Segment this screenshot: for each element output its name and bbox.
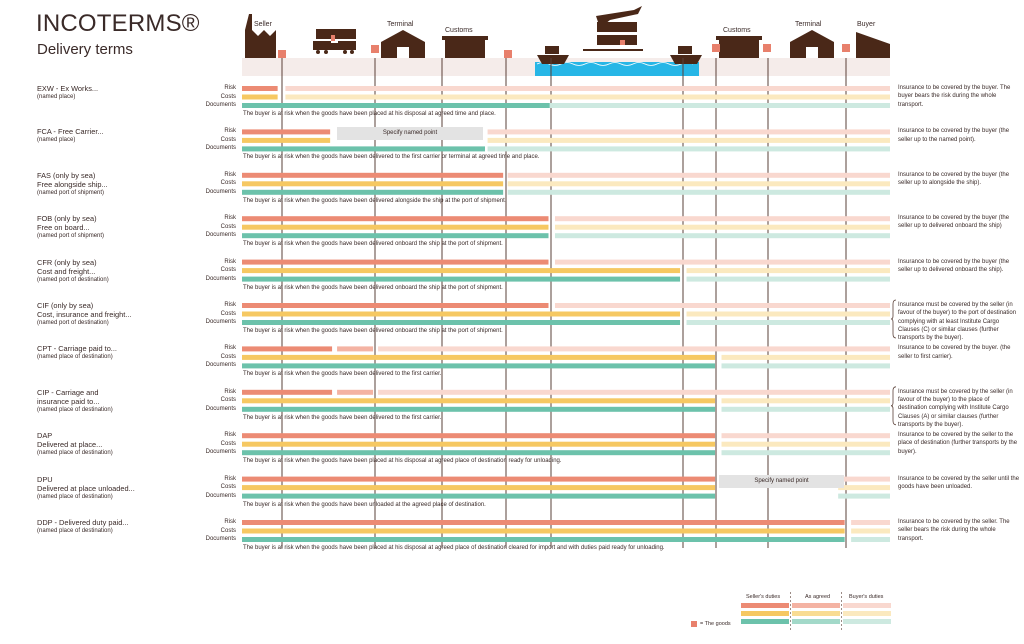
legend-swatch-buyers-duties (843, 611, 891, 616)
seller-duty-bar (242, 138, 330, 143)
buyer-duty-bar (550, 103, 890, 108)
term-name-line: insurance paid to... (37, 396, 100, 406)
customs-destination-roof-icon (716, 36, 762, 40)
term-place-qualifier: (named place of destination) (37, 450, 113, 457)
buyer-duty-bar (838, 485, 890, 490)
buyer-duty-bar (838, 477, 890, 482)
insurance-note: Insurance to be covered by the seller to the place of destination (further transports by the buyer). (898, 432, 1018, 455)
term-name-line: CFR (only by sea) (37, 257, 97, 267)
buyer-duty-bar (838, 494, 890, 499)
seller-duty-bar (242, 233, 549, 238)
term-name-line: CIF (only by sea) (37, 301, 94, 310)
term-name-line: FOB (only by sea) (37, 214, 97, 224)
term-name-line: DAP (37, 431, 53, 441)
seller-duty-bar (242, 216, 549, 221)
row-label-costs: Costs (220, 180, 236, 187)
buyer-duty-bar (722, 450, 890, 455)
seller-duty-bar (242, 355, 715, 360)
seller-duty-bar (242, 407, 715, 412)
risk-transfer-note: The buyer is at risk when the goods have been delivered to the first carrier or terminal at agreed time and place. (243, 154, 540, 161)
seller-duty-bar (242, 181, 503, 186)
insurance-note: Insurance to be covered by the buyer (the seller up to alongside the ship). (898, 171, 1010, 187)
buyer-duty-bar (851, 520, 890, 525)
legend-swatch-buyers-duties (843, 619, 891, 624)
term-place-qualifier: (named place of destination) (37, 528, 113, 534)
goods-icon (842, 44, 850, 52)
term-name-line: Free alongside ship... (37, 179, 108, 189)
terminal-origin-door-icon (397, 47, 409, 58)
row-label-risk: Risk (224, 171, 236, 178)
row-label-costs: Costs (220, 397, 236, 404)
risk-transfer-note: The buyer is at risk when the goods have been delivered to the first carrier. (243, 414, 442, 421)
seller-duty-bar (242, 260, 549, 265)
seller-duty-bar (242, 363, 715, 368)
goods-icon (371, 45, 379, 53)
terminal-destination-door-icon (806, 47, 818, 58)
seller-duty-bar (242, 146, 485, 151)
term-name-line: DPU (37, 474, 53, 484)
buyer-duty-bar (722, 355, 890, 360)
buyer-duty-bar (851, 537, 890, 542)
row-label-documents: Documents (205, 188, 236, 195)
seller-duty-bar (242, 520, 845, 525)
buyer-duty-bar (722, 433, 890, 438)
risk-transfer-note: The buyer is at risk when the goods have been delivered onboard the ship at the port of shipment. (243, 284, 503, 291)
term-name-line: Cost and freight... (37, 266, 96, 276)
legend-label-buyers-duties: Buyer's duties (849, 594, 884, 600)
row-label-costs: Costs (220, 267, 236, 274)
buyer-duty-bar (285, 86, 890, 91)
ship-origin-cabin-icon (545, 46, 559, 54)
stage-label-terminal-destination: Terminal (795, 21, 822, 28)
seller-duty-bar (242, 173, 503, 178)
insurance-note: Insurance to be covered by the buyer (the seller up to delivered onboard the ship). (898, 258, 1010, 273)
row-label-risk: Risk (224, 432, 236, 439)
term-place-qualifier: (named place) (37, 137, 76, 144)
sea-water-icon (535, 62, 699, 76)
row-label-documents: Documents (205, 449, 236, 456)
buyer-duty-bar (722, 398, 890, 403)
ship-origin-icon (537, 55, 569, 64)
stage-label-terminal-origin: Terminal (387, 21, 414, 28)
row-label-documents: Documents (205, 362, 236, 369)
buyer-duty-bar (687, 268, 890, 273)
insurance-brace-icon (891, 387, 896, 425)
as-agreed-bar (337, 390, 373, 395)
legend-swatch-sellers-duties (741, 611, 789, 616)
customs-origin-roof-icon (442, 36, 488, 40)
buyer-duty-bar (722, 363, 890, 368)
truck-icon (313, 29, 356, 54)
buyer-duty-bar (555, 303, 890, 308)
buyer-duty-bar (687, 320, 890, 325)
row-label-risk: Risk (224, 215, 236, 222)
row-label-risk: Risk (224, 345, 236, 352)
term-name-line: FCA - Free Carrier... (37, 127, 104, 137)
row-label-costs: Costs (220, 440, 236, 447)
truck-icon-body (313, 41, 331, 50)
seller-duty-bar (242, 95, 278, 100)
train-icon-body (316, 29, 356, 39)
term-name-line: Cost, insurance and freight... (37, 310, 132, 319)
goods-icon (620, 40, 625, 45)
goods-icon (712, 44, 720, 52)
truck-icon-cab (331, 43, 338, 50)
term-place-qualifier: (named port of shipment) (37, 189, 105, 196)
stage-label-customs-origin: Customs (445, 27, 473, 34)
buyer-duty-bar (378, 390, 890, 395)
seller-duty-bar (242, 268, 680, 273)
insurance-note: Insurance must be covered by the seller (in favour of the buyer) to the place of destination complying with Institute Cargo Clauses (A) or similar clauses (further transports by the buyer). (898, 388, 1013, 428)
term-name-line: CIP - Carriage and (37, 387, 99, 397)
seller-duty-bar (242, 190, 503, 195)
buyer-duty-bar (851, 529, 890, 534)
ship-destination-icon (670, 55, 702, 64)
customs-origin-icon (445, 38, 485, 58)
legend-label-sellers-duties: Seller's duties (746, 594, 781, 600)
legend-swatch-as-agreed (792, 619, 840, 624)
row-label-documents: Documents (205, 232, 236, 239)
seller-duty-bar (242, 537, 845, 542)
risk-transfer-note: The buyer is at risk when the goods have been placed at his disposal at agreed time and place. (243, 111, 496, 117)
buyer-duty-bar (285, 95, 890, 100)
risk-transfer-note: The buyer is at risk when the goods have been unloaded at the agreed place of destination. (243, 501, 486, 508)
seller-duty-bar (242, 320, 680, 325)
stage-label-seller: Seller (254, 21, 272, 28)
seller-duty-bar (242, 346, 332, 351)
term-name-line: CPT - Carriage paid to... (37, 344, 117, 354)
as-agreed-bar (337, 346, 373, 351)
seller-duty-bar (242, 103, 550, 108)
stage-label-customs-destination: Customs (723, 27, 751, 34)
insurance-note: Insurance to be covered by the buyer (the seller up to delivered onboard the ship) (898, 215, 1010, 230)
seller-duty-bar (242, 277, 680, 282)
legend-swatch-as-agreed (792, 611, 840, 616)
legend-swatch-as-agreed (792, 603, 840, 608)
goods-icon (278, 50, 286, 58)
term-place-qualifier: (named port of destination) (37, 276, 109, 283)
insurance-note: Insurance to be covered by the seller. The seller bears the risk during the whole transport. (898, 519, 1010, 542)
train-cargo-icon (597, 22, 637, 32)
risk-transfer-note: The buyer is at risk when the goods have been delivered alongside the ship at the port of shipment. (243, 197, 507, 204)
row-label-risk: Risk (224, 128, 236, 135)
ship-destination-cabin-icon (678, 46, 692, 54)
seller-duty-bar (242, 494, 715, 499)
row-label-costs: Costs (220, 484, 236, 491)
truck-icon-wheel (316, 50, 320, 54)
legend-swatch-sellers-duties (741, 603, 789, 608)
row-label-documents: Documents (205, 145, 236, 152)
term-name-line: Delivered at place... (37, 440, 103, 450)
term-name-line: DDP - Delivered duty paid... (37, 518, 129, 527)
buyer-duty-bar (508, 173, 890, 178)
specify-named-point-box: Specify named point (337, 127, 483, 140)
insurance-note: Insurance to be covered by the buyer. (the seller to first carrier). (898, 345, 1011, 360)
row-label-risk: Risk (224, 388, 236, 395)
row-label-risk: Risk (224, 519, 236, 525)
term-name-line: Delivered at place unloaded... (37, 483, 135, 493)
buyer-duty-bar (722, 407, 890, 412)
row-label-risk: Risk (224, 475, 236, 482)
row-label-documents: Documents (205, 102, 236, 108)
truck-icon-wheel (343, 50, 347, 54)
risk-transfer-note: The buyer is at risk when the goods have been placed at his disposal at agreed place of destination cleared for import and with duties paid ready for unloading. (243, 545, 665, 551)
insurance-note: Insurance to be covered by the buyer. The buyer bears the risk during the whole transport. (898, 85, 1011, 108)
legend-swatch-sellers-duties (741, 619, 789, 624)
truck-icon-wheel (324, 50, 328, 54)
seller-duty-bar (242, 312, 680, 317)
term-place-qualifier: (named place) (37, 94, 76, 100)
buyer-duty-bar (488, 138, 890, 143)
row-label-costs: Costs (220, 310, 236, 317)
insurance-note: Insurance must be covered by the seller (in favour of the buyer) to the port of destination complying with at least Institute Cargo Clauses (C) or similar clauses (further transports by the buyer). (898, 302, 1017, 342)
row-label-documents: Documents (205, 275, 236, 282)
term-name-line: FAS (only by sea) (37, 170, 96, 180)
seller-duty-bar (242, 433, 715, 438)
row-label-costs: Costs (220, 136, 236, 143)
customs-destination-icon (719, 38, 759, 58)
buyer-duty-bar (687, 312, 890, 317)
seller-duty-bar (242, 529, 845, 534)
buyer-duty-bar (555, 233, 890, 238)
risk-transfer-note: The buyer is at risk when the goods have been delivered to the first carrier. (243, 371, 442, 378)
rail-track-icon (583, 49, 643, 51)
seller-duty-bar (242, 442, 715, 447)
term-name-line: Free on board... (37, 223, 90, 233)
legend-swatch-buyers-duties (843, 603, 891, 608)
term-place-qualifier: (named place of destination) (37, 493, 113, 500)
row-label-costs: Costs (220, 93, 236, 100)
seller-duty-bar (242, 450, 715, 455)
buyer-duty-bar (555, 260, 890, 265)
row-label-risk: Risk (224, 85, 236, 91)
risk-transfer-note: The buyer is at risk when the goods have been placed at his disposal at agreed place of destination ready for unloading. (243, 458, 562, 465)
seller-duty-bar (242, 225, 549, 230)
term-place-qualifier: (named place of destination) (37, 354, 113, 361)
train-cargo-icon-2 (597, 35, 637, 45)
risk-transfer-note: The buyer is at risk when the goods have been delivered onboard the ship at the port of shipment. (243, 328, 503, 334)
term-name-line: EXW - Ex Works... (37, 84, 99, 93)
risk-transfer-note: The buyer is at risk when the goods have been delivered onboard the ship at the port of shipment. (243, 241, 503, 248)
buyer-duty-bar (687, 277, 890, 282)
row-label-costs: Costs (220, 223, 236, 230)
legend-label-goods: = The goods (700, 621, 731, 627)
term-place-qualifier: (named port of destination) (37, 320, 109, 326)
page-title: INCOTERMS® (36, 10, 200, 37)
truck-icon-wheel (350, 50, 354, 54)
buyer-duty-bar (555, 225, 890, 230)
seller-duty-bar (242, 390, 332, 395)
buyer-duty-bar (508, 190, 890, 195)
legend-label-as-agreed: As agreed (805, 594, 831, 600)
goods-icon (763, 44, 771, 52)
buyer-warehouse-icon (856, 32, 890, 58)
row-label-costs: Costs (220, 527, 236, 534)
term-place-qualifier: (named place of destination) (37, 406, 113, 413)
seller-duty-bar (242, 86, 278, 91)
buyer-duty-bar (488, 129, 890, 134)
row-label-documents: Documents (205, 405, 236, 412)
row-label-risk: Risk (224, 258, 236, 265)
truck-icon-body-2 (338, 41, 356, 50)
goods-icon (504, 50, 512, 58)
seller-duty-bar (242, 485, 715, 490)
insurance-brace-icon (891, 300, 896, 338)
buyer-duty-bar (508, 181, 890, 186)
stage-label-buyer: Buyer (857, 21, 876, 28)
term-place-qualifier: (named port of shipment) (37, 233, 105, 240)
row-label-risk: Risk (224, 302, 236, 308)
row-label-documents: Documents (205, 536, 236, 542)
seller-duty-bar (242, 398, 715, 403)
legend-goods-icon (691, 621, 697, 627)
row-label-costs: Costs (220, 353, 236, 360)
buyer-duty-bar (488, 146, 890, 151)
insurance-note: Insurance to be covered by the buyer (the seller up to the named point). (898, 128, 1010, 143)
seller-duty-bar (242, 129, 330, 134)
row-label-documents: Documents (205, 319, 236, 325)
buyer-duty-bar (722, 442, 890, 447)
insurance-note: Insurance to be covered by the seller until the goods have been unloaded. (898, 475, 1020, 490)
specify-named-point-box: Specify named point (719, 475, 844, 488)
row-label-documents: Documents (205, 492, 236, 499)
seller-duty-bar (242, 303, 549, 308)
page-subtitle: Delivery terms (37, 41, 133, 58)
seller-duty-bar (242, 477, 715, 482)
buyer-duty-bar (378, 346, 890, 351)
buyer-duty-bar (555, 216, 890, 221)
goods-icon (331, 35, 335, 41)
